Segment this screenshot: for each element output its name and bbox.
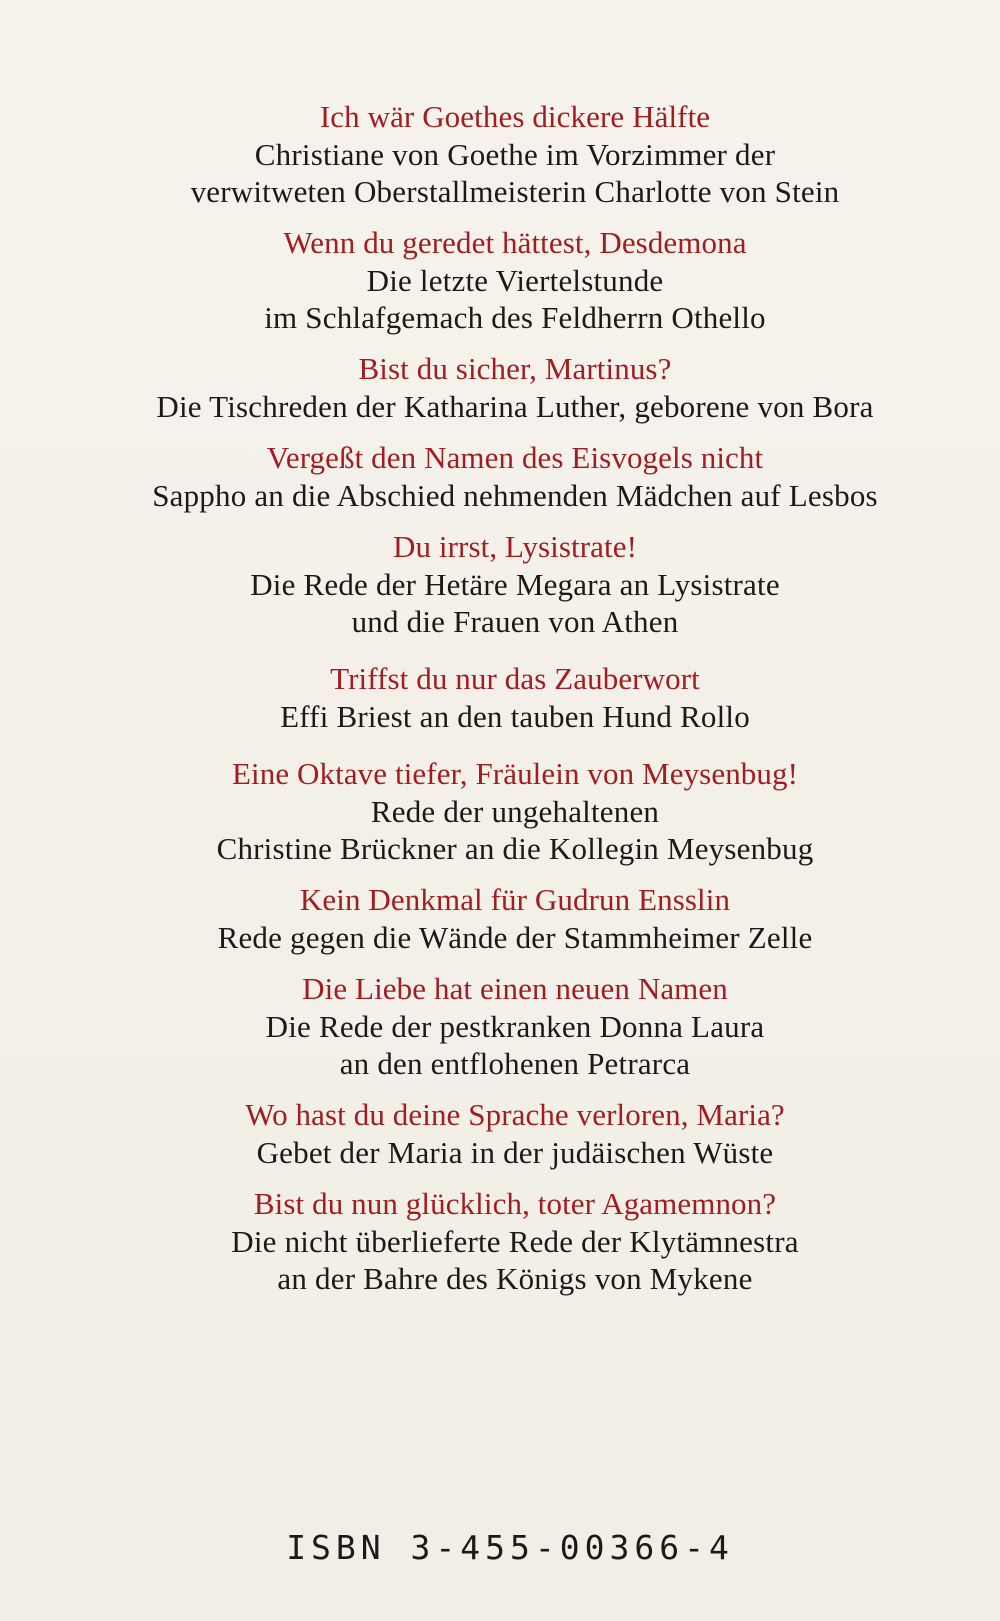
- entry-title: Wo hast du deine Sprache verloren, Maria?: [245, 1097, 785, 1132]
- entry-title: Triffst du nur das Zauberwort: [330, 661, 700, 696]
- entry-title: Bist du nun glücklich, toter Agamemnon?: [253, 1186, 777, 1221]
- entry-title: Du irrst, Lysistrate!: [392, 529, 638, 564]
- entry-subtitle: Gebet der Maria in der judäischen Wüste: [256, 1135, 774, 1170]
- entry-title: Ich wär Goethes dickere Hälfte: [319, 99, 711, 134]
- entry-subtitle: Sappho an die Abschied nehmenden Mädchen auf Lesbos: [152, 478, 878, 513]
- list-item: [60, 224, 970, 336]
- entry-subtitle: Die Rede der Hetäre Megara an Lysistrate: [250, 567, 780, 602]
- entry-subtitle: Die Tischreden der Katharina Luther, geborene von Bora: [156, 389, 874, 424]
- list-item: [60, 660, 970, 735]
- entry-subtitle: Rede gegen die Wände der Stammheimer Zelle: [217, 920, 813, 955]
- list-item: [60, 350, 970, 425]
- entry-subtitle: Christiane von Goethe im Vorzimmer der: [254, 137, 776, 172]
- list-item: [60, 98, 970, 210]
- entry-title: Vergeßt den Namen des Eisvogels nicht: [266, 440, 764, 475]
- entry-title: Eine Oktave tiefer, Fräulein von Meysenbug!: [231, 756, 799, 791]
- entry-subtitle: Christine Brückner an die Kollegin Meysenbug: [216, 831, 814, 866]
- entry-subtitle: Die nicht überlieferte Rede der Klytämnestra: [231, 1224, 799, 1259]
- entry-subtitle: Effi Briest an den tauben Hund Rollo: [280, 699, 750, 734]
- list-item: [60, 439, 970, 514]
- entry-subtitle: und die Frauen von Athen: [351, 604, 679, 639]
- entry-subtitle: Rede der ungehaltenen: [370, 794, 660, 829]
- entry-subtitle: an den entflohenen Petrarca: [339, 1046, 691, 1081]
- list-item: [60, 755, 970, 867]
- entry-title: Kein Denkmal für Gudrun Ensslin: [299, 882, 731, 917]
- entry-subtitle: an der Bahre des Königs von Mykene: [277, 1261, 753, 1296]
- isbn-number: ISBN 3-455-00366-4: [286, 1528, 734, 1567]
- list-item: [60, 1096, 970, 1171]
- list-item: [60, 970, 970, 1082]
- entry-subtitle: verwitweten Oberstallmeisterin Charlotte von Stein: [190, 174, 840, 209]
- entry-subtitle: im Schlafgemach des Feldherrn Othello: [264, 300, 766, 335]
- list-item: [60, 1185, 970, 1297]
- list-item: [60, 528, 970, 640]
- entry-subtitle: Die letzte Viertelstunde: [366, 263, 664, 298]
- entry-title: Die Liebe hat einen neuen Namen: [302, 971, 728, 1006]
- entry-title: Bist du sicher, Martinus?: [358, 351, 672, 386]
- table-of-contents: [60, 98, 970, 1311]
- list-item: [60, 881, 970, 956]
- entry-title: Wenn du geredet hättest, Desdemona: [283, 225, 747, 260]
- entry-subtitle: Die Rede der pestkranken Donna Laura: [265, 1009, 765, 1044]
